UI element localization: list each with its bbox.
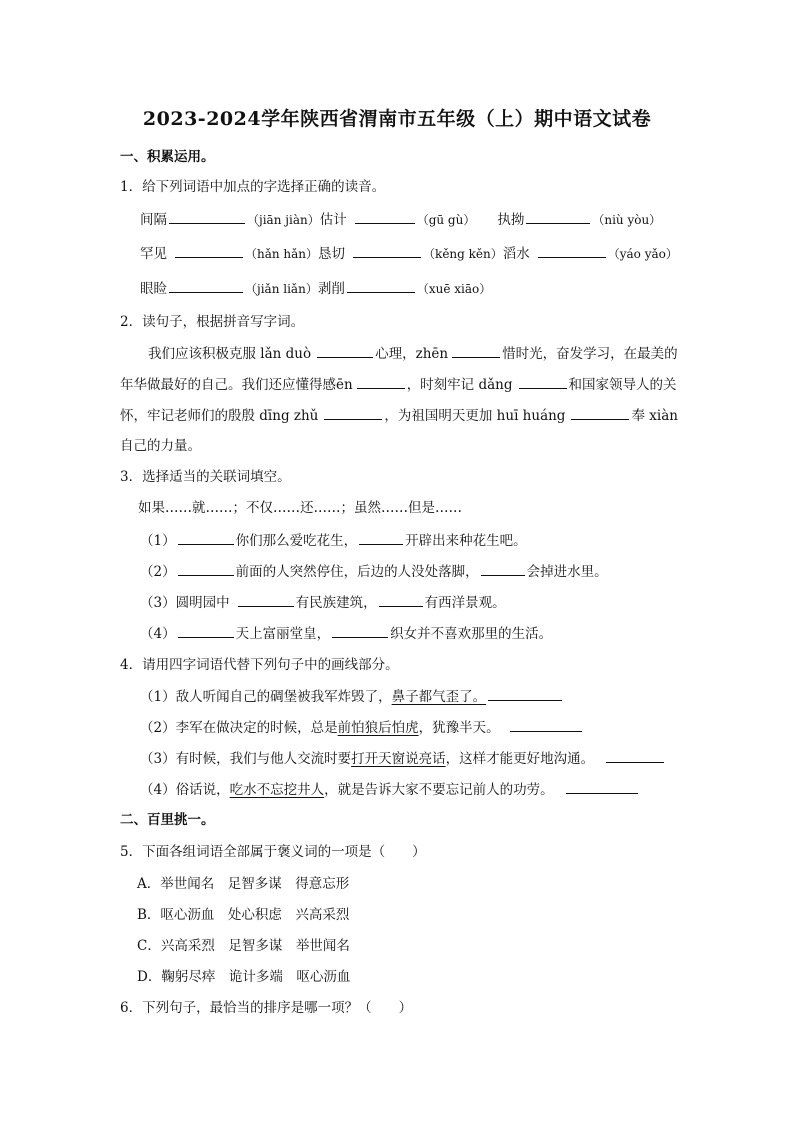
- question-3-sentence-4: （4） 天上富丽堂皇， 织女并不喜欢那里的生活。: [140, 623, 552, 644]
- underlined-phrase: 鼻子都气歪了。: [391, 689, 487, 705]
- question-2-line-1: 我们应该积极克服 lǎn duò 心理，zhēn 惜时光，奋发学习，在最美的: [148, 343, 678, 364]
- question-4-stem: 4．请用四字词语代替下列句子中的画线部分。: [120, 657, 399, 673]
- answer-blank[interactable]: [488, 686, 562, 701]
- question-3-options: 如果……就……；不仅……还……；虽然……但是……: [138, 500, 462, 516]
- answer-blank[interactable]: [169, 209, 245, 224]
- question-3-stem: 3．选择适当的关联词填空。: [120, 469, 291, 485]
- question-4-sentence-3: （3）有时候，我们与他人交流时要打开天窗说亮话，这样才能更好地沟通。: [140, 748, 666, 769]
- answer-blank[interactable]: [175, 243, 243, 258]
- answer-blank[interactable]: [317, 343, 373, 358]
- question-4-sentence-2: （2）李军在做决定的时候，总是前怕狼后怕虎，犹豫半天。: [140, 717, 584, 738]
- question-2-line-4: 自己的力量。: [120, 438, 201, 454]
- section-heading-2: 二、百里挑一。: [120, 812, 215, 828]
- answer-blank[interactable]: [566, 779, 638, 794]
- question-1-stem: 1．给下列词语中加点的字选择正确的读音。: [120, 179, 386, 195]
- answer-blank[interactable]: [178, 530, 234, 545]
- answer-blank[interactable]: [347, 278, 415, 293]
- underlined-phrase: 打开天窗说亮话: [351, 751, 446, 767]
- question-5-option-b[interactable]: B．呕心沥血 处心积虑 兴高采烈: [137, 907, 350, 923]
- question-1-row-3: 眼睑 （jiǎn liǎn）剥削 （xuē xiāo）: [140, 278, 491, 299]
- answer-blank[interactable]: [359, 530, 403, 545]
- question-2-line-3: 怀，牢记老师们的殷殷 dīng zhǔ ，为祖国明天更加 huī huáng 奉 xiàn: [120, 405, 678, 426]
- answer-blank[interactable]: [538, 243, 606, 258]
- answer-blank[interactable]: [353, 243, 421, 258]
- question-5-stem: 5．下面各组词语全部属于褒义词的一项是（ ）: [120, 844, 426, 860]
- answer-blank[interactable]: [379, 592, 423, 607]
- answer-blank[interactable]: [324, 405, 382, 420]
- word: 间隔: [140, 212, 167, 228]
- answer-blank[interactable]: [526, 209, 590, 224]
- answer-blank[interactable]: [519, 374, 567, 389]
- answer-blank[interactable]: [452, 343, 500, 358]
- question-5-option-c[interactable]: C．兴高采烈 足智多谋 举世闻名: [137, 938, 350, 954]
- question-6-stem: 6．下列句子，最恰当的排序是哪一项？（ ）: [120, 1000, 413, 1016]
- answer-blank[interactable]: [238, 592, 294, 607]
- question-3-sentence-3: （3）圆明园中 有民族建筑， 有西洋景观。: [140, 592, 506, 613]
- answer-blank[interactable]: [178, 623, 234, 638]
- question-4-sentence-4: （4）俗话说，吃水不忘挖井人，就是告诉大家不要忘记前人的功劳。: [140, 779, 640, 800]
- question-1-row-1: 间隔 （jiān jiàn）估计 （gū gù） 执拗 （niù yòu）: [140, 209, 661, 230]
- answer-blank[interactable]: [481, 561, 525, 576]
- section-heading-1: 一、积累运用。: [120, 149, 215, 165]
- question-2-stem: 2．读句子，根据拼音写字词。: [120, 314, 305, 330]
- underlined-phrase: 吃水不忘挖井人: [229, 782, 325, 798]
- answer-blank[interactable]: [355, 209, 415, 224]
- question-1-row-2: 罕见 （hǎn hǎn）恳切 （kěng kěn）滔水 （yáo yǎo）: [140, 243, 678, 264]
- answer-blank[interactable]: [178, 561, 234, 576]
- answer-blank[interactable]: [606, 748, 664, 763]
- answer-blank[interactable]: [571, 405, 629, 420]
- question-2-line-2: 年华做最好的自己。我们还应懂得感ēn ，时刻牢记 dǎng 和国家领导人的关: [120, 374, 677, 395]
- question-5-option-d[interactable]: D．鞠躬尽瘁 诡计多端 呕心沥血: [137, 969, 351, 985]
- answer-blank[interactable]: [332, 623, 388, 638]
- underlined-phrase: 前怕狼后怕虎: [337, 720, 419, 736]
- answer-blank[interactable]: [169, 278, 243, 293]
- page-title: 2023-2024学年陕西省渭南市五年级（上）期中语文试卷: [142, 108, 652, 130]
- question-5-option-a[interactable]: A．举世闻名 足智多谋 得意忘形: [137, 876, 350, 892]
- question-3-sentence-1: （1） 你们那么爱吃花生， 开辟出来种花生吧。: [140, 530, 527, 551]
- answer-blank[interactable]: [510, 717, 582, 732]
- answer-blank[interactable]: [357, 374, 405, 389]
- question-3-sentence-2: （2） 前面的人突然停住，后边的人没处落脚， 会掉进水里。: [140, 561, 608, 582]
- question-4-sentence-1: （1）敌人听闻自己的碉堡被我军炸毁了，鼻子都气歪了。: [140, 686, 564, 707]
